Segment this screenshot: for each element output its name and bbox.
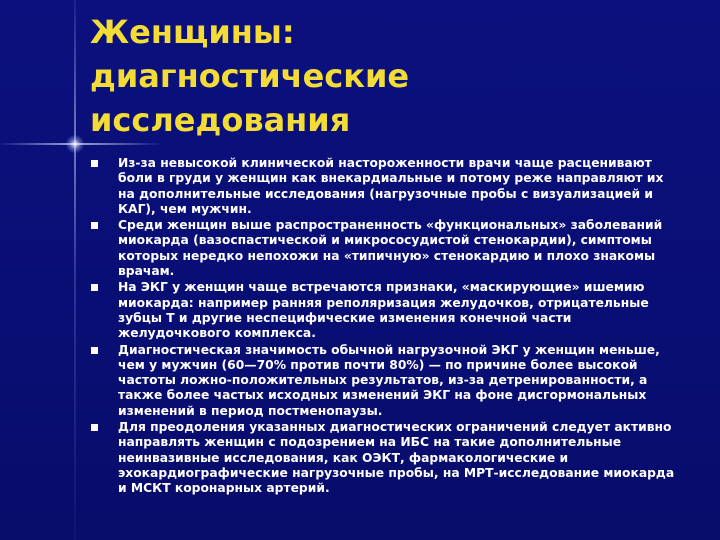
- bullet-item: [90, 420, 680, 496]
- bullet-square-icon: [91, 222, 98, 229]
- bullet-text: На ЭКГ у женщин чаще встречаются признаки, «маскирующие» ишемию миокарда: например ранняя реполяризация желудочков, отрицательные зубцы Т и другие неспецифические изменения конечной части желудочкового комплекса.: [118, 280, 649, 341]
- slide-title: Женщины: диагностические исследования: [90, 13, 410, 139]
- bullet-square-icon: [91, 347, 98, 354]
- bullet-square-icon: [91, 284, 98, 291]
- bullet-item: [90, 343, 680, 419]
- decorative-glow: [66, 135, 84, 153]
- bullet-item: [90, 156, 680, 217]
- bullet-item: [90, 280, 680, 341]
- bullet-square-icon: [91, 160, 98, 167]
- bullet-text: Из-за невысокой клинической настороженности врачи чаще расценивают боли в груди у женщин как внекардиальные и потому реже направляют их на дополнительные исследования (нагрузочные пробы с визуализацией и КАГ), чем мужчин.: [118, 156, 664, 216]
- bullet-text: Среди женщин выше распространенность «функциональных» заболеваний миокарда (вазоспастической и микрососудистой стенокардии), симптомы которых нередко непохожи на «типичную» стенокардию и плохо знакомы врачам.: [118, 218, 663, 279]
- decorative-vertical-line: [74, 0, 76, 540]
- bullet-text: Для преодоления указанных диагностических ограничений следует активно направлять женщин с подозрением на ИБС на такие дополнительные неинвазивные исследования, как ОЭКТ, фармакологические и эхокардиографические нагрузочные пробы, на МРТ-исследование миокарда и МСКТ коронарных артерий.: [118, 420, 675, 496]
- bullet-list: [90, 156, 680, 498]
- bullet-square-icon: [91, 424, 98, 431]
- bullet-text: Диагностическая значимость обычной нагрузочной ЭКГ у женщин меньше, чем у мужчин (60—70% против почти 80%) — по причине более высокой частоты ложно-положительных результатов, из-за детренированности, а также более частых исходных изменений ЭКГ на фоне дисгормональных изменений в период постменопаузы.: [118, 342, 660, 418]
- bullet-item: [90, 218, 680, 279]
